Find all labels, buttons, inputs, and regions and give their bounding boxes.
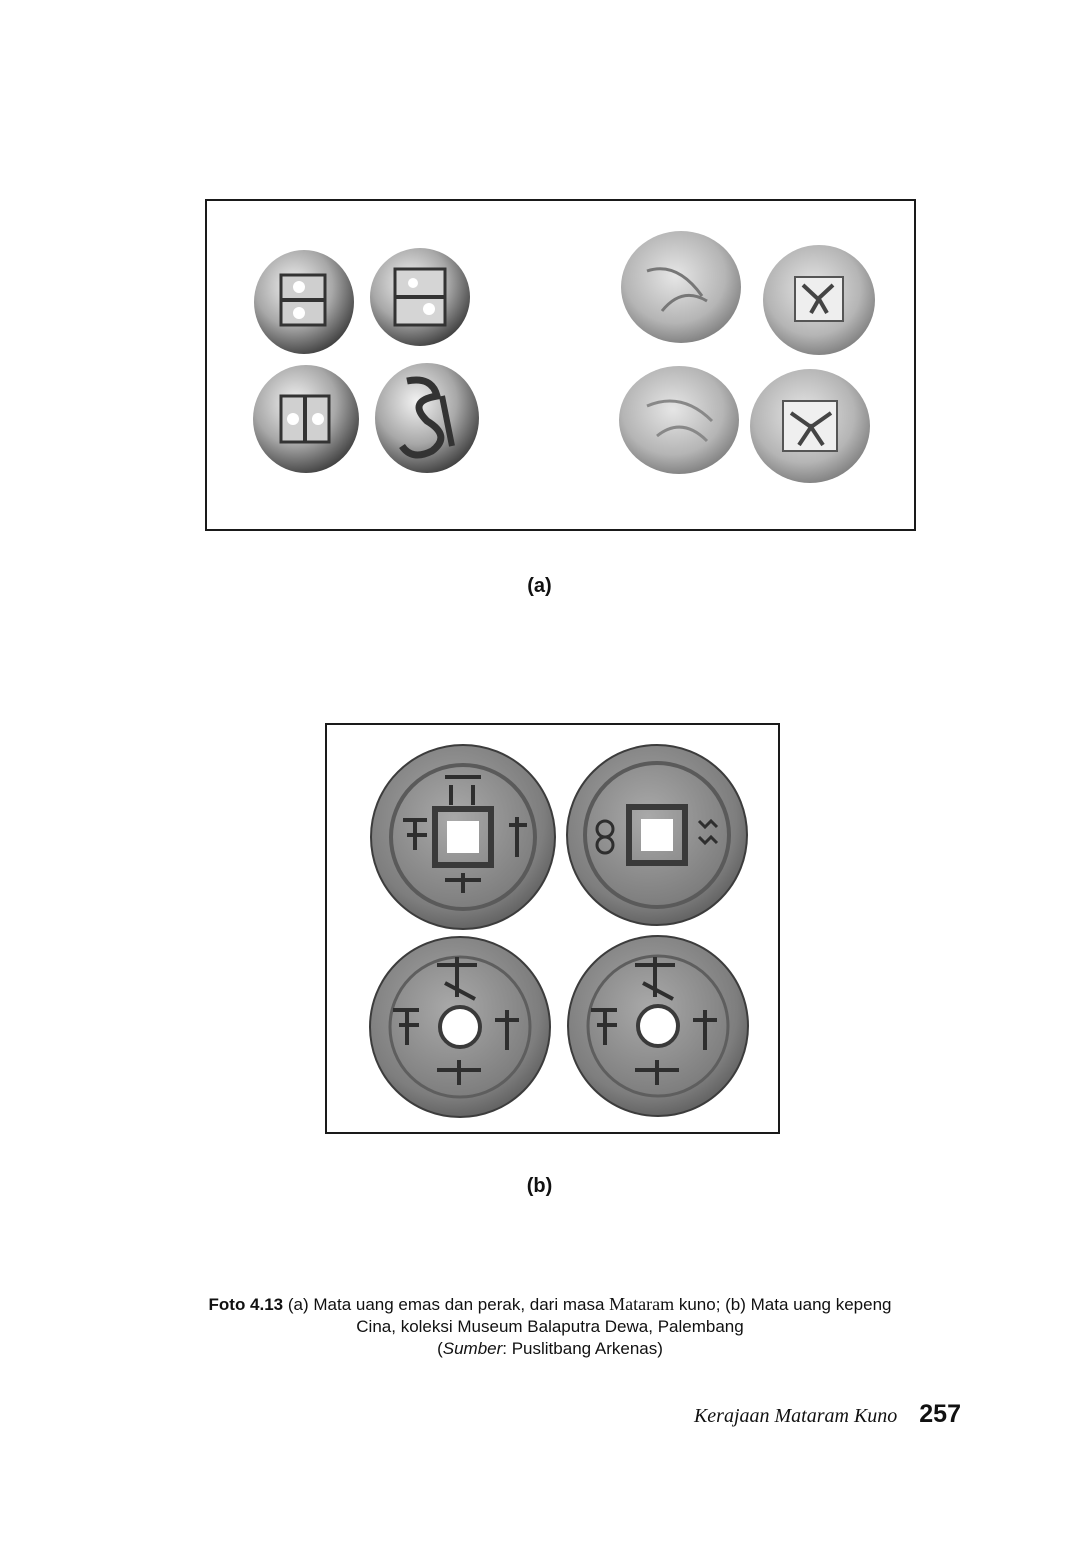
- caption-part-a-post: kuno; (b) Mata uang kepeng: [674, 1295, 892, 1314]
- caption-source: (Sumber: Puslitbang Arkenas): [437, 1339, 663, 1358]
- running-title: Kerajaan Mataram Kuno: [693, 1405, 898, 1427]
- kepeng-coin: [371, 745, 555, 929]
- silver-coin: [619, 366, 739, 474]
- page-number: 257: [919, 1400, 961, 1428]
- kepeng-coin: [370, 937, 550, 1117]
- caption-part-a-pre: (a) Mata uang emas dan perak, dari masa: [283, 1295, 610, 1314]
- kepeng-coin: [568, 936, 748, 1116]
- silver-coin: [750, 369, 870, 483]
- caption-figure-number: Foto 4.13: [208, 1295, 284, 1314]
- chinese-kepeng-coins-photo: [327, 725, 778, 1132]
- silver-coin: [763, 245, 875, 355]
- caption-mataram: Mataram: [609, 1294, 675, 1314]
- figure-a-frame: [205, 199, 916, 531]
- gold-silver-coins-photo: [207, 201, 914, 529]
- gold-coin: [254, 250, 354, 354]
- figure-a-label: (a): [527, 575, 552, 597]
- page-footer: [694, 1400, 961, 1429]
- figure-caption: [130, 1293, 970, 1360]
- figure-b-frame: [325, 723, 780, 1134]
- kepeng-coin: [567, 745, 747, 925]
- figure-b-label: (b): [526, 1175, 553, 1197]
- gold-coin: [375, 363, 479, 473]
- silver-coin: [621, 231, 741, 343]
- gold-coin: [253, 365, 359, 473]
- caption-line-2: Cina, koleksi Museum Balaputra Dewa, Palembang: [356, 1317, 744, 1336]
- caption-source-label: Sumber: [442, 1339, 503, 1358]
- gold-coin: [370, 248, 470, 346]
- caption-line-1: [130, 1293, 970, 1316]
